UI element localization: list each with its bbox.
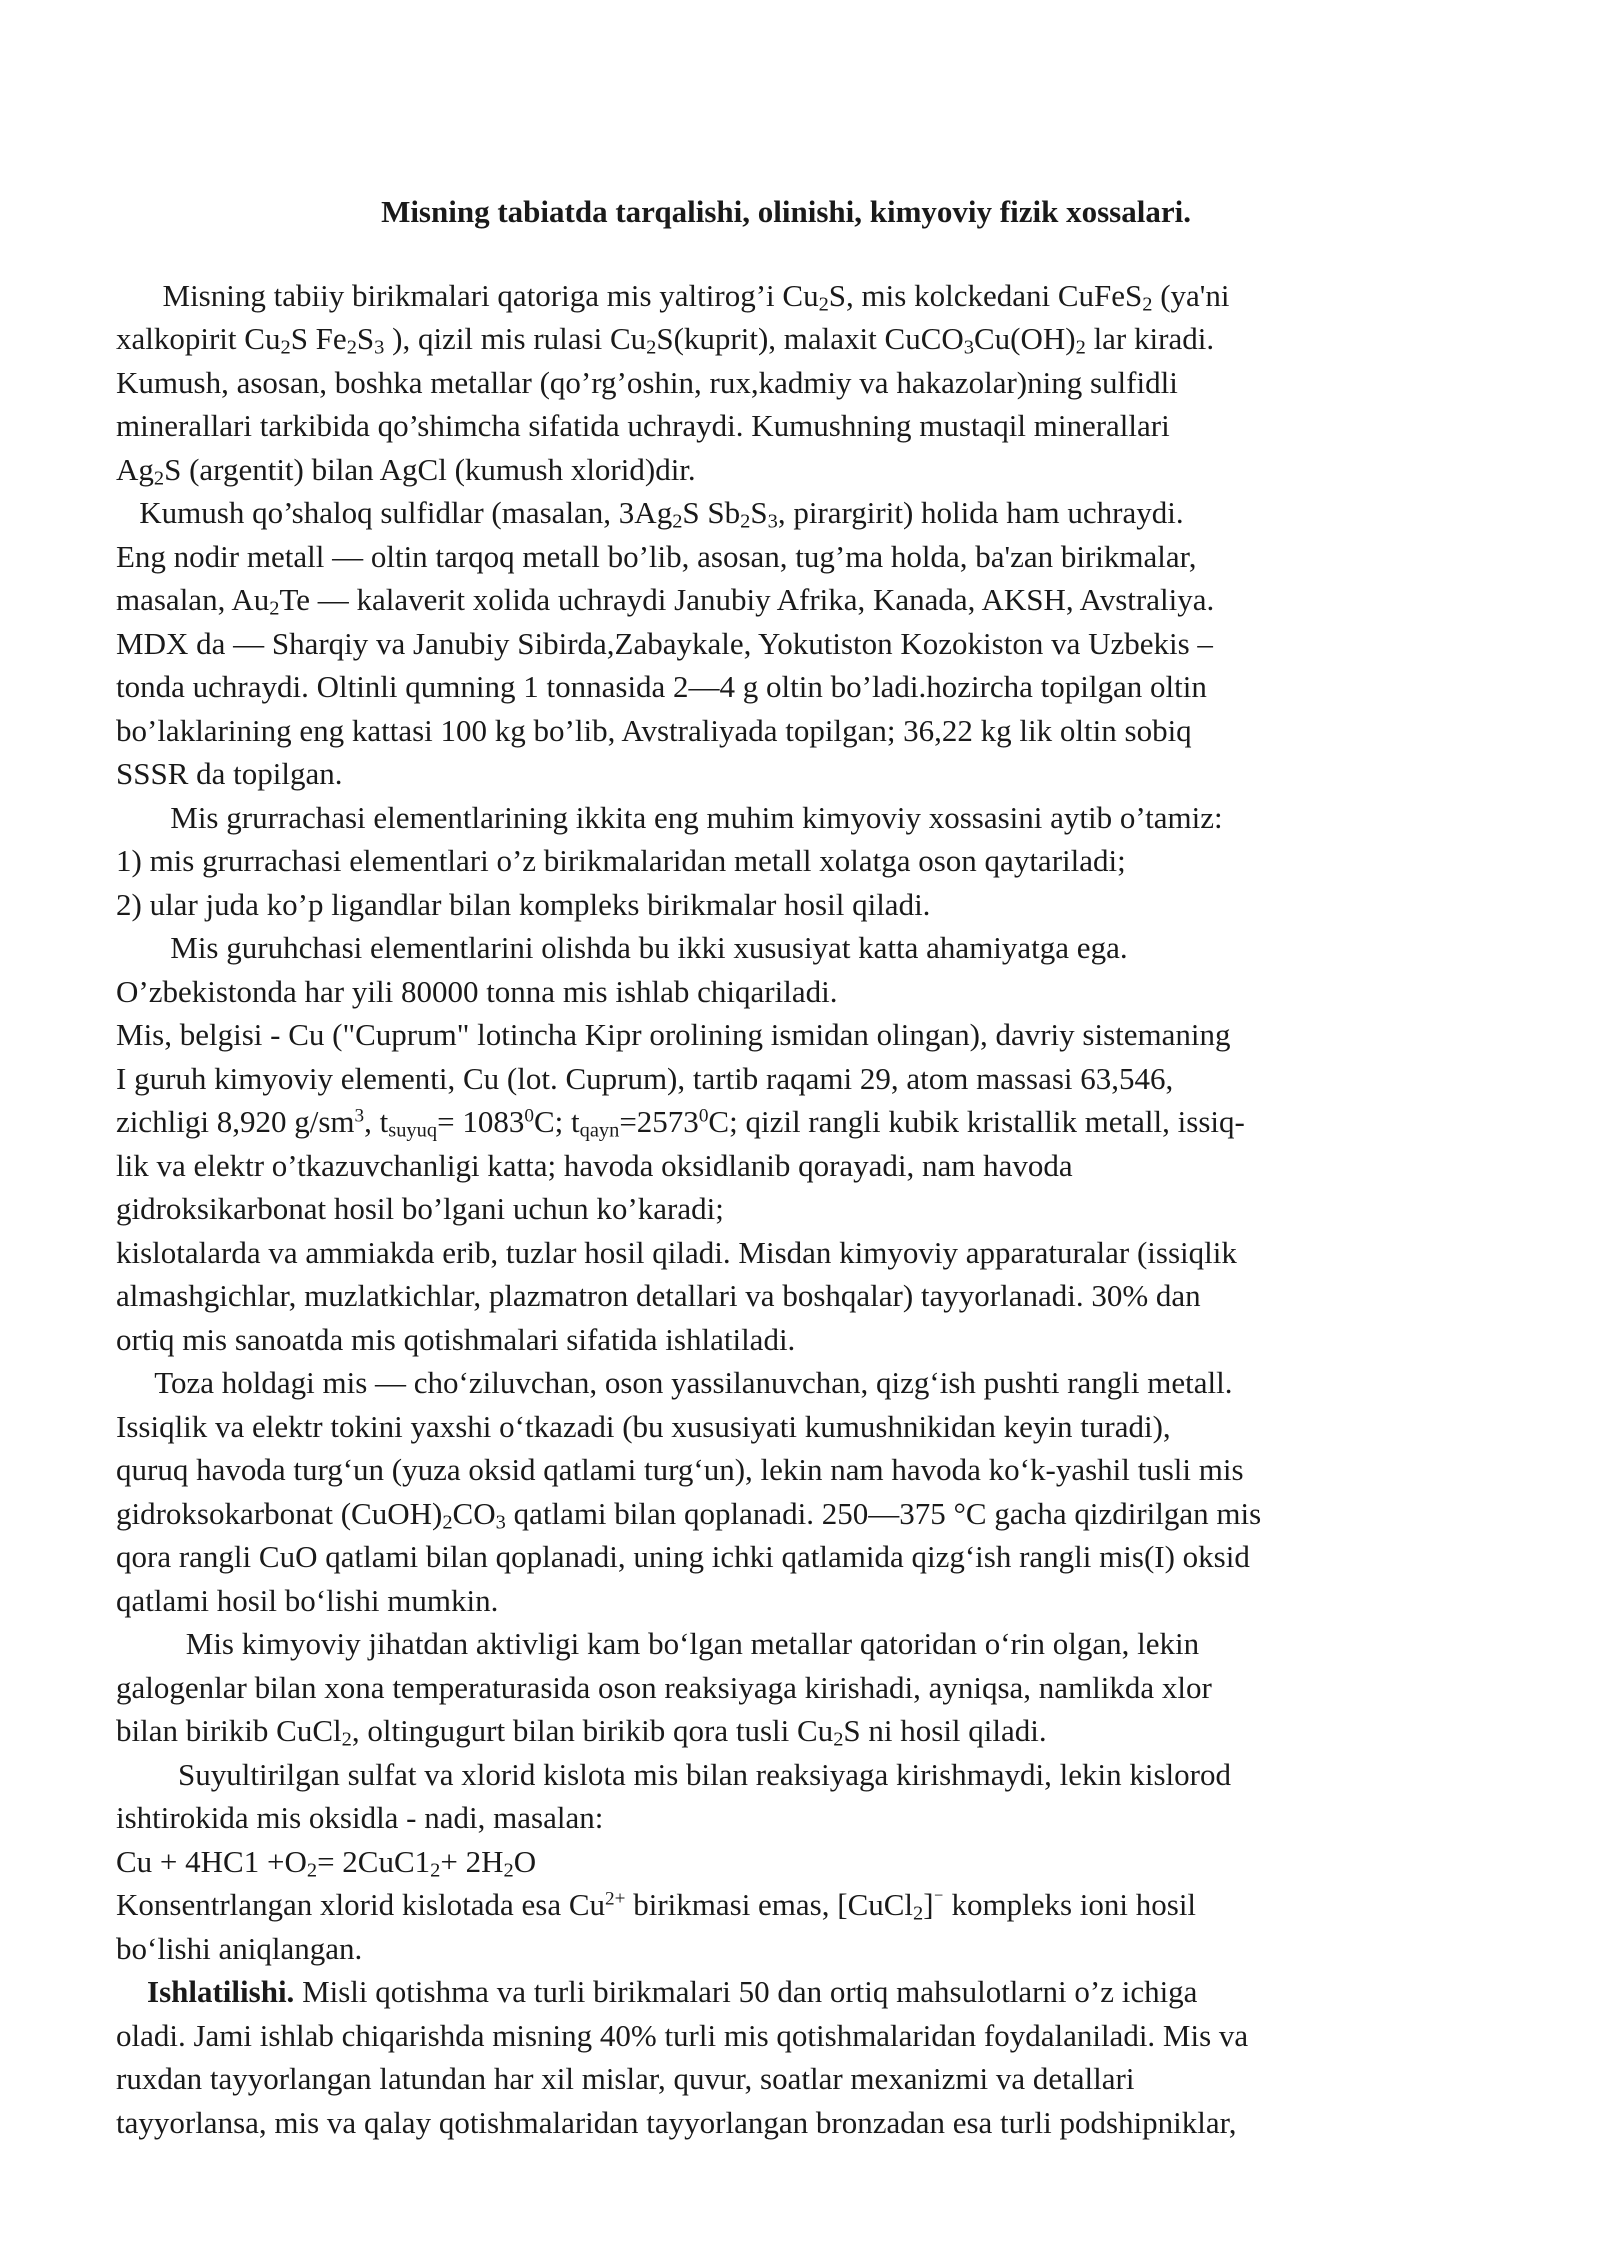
text-line: tayyorlansa, mis va qalay qotishmalaridan tayyorlangan bronzadan esa turli podshipniklar, [116, 2104, 1237, 2140]
text-line: Konsentrlangan xlorid kislotada esa $Cu^{2+}$ birikmasi emas, [CuCl$_2$]⁻ kompleks ioni hosil [116, 1887, 1197, 1925]
text-line: bo‘lishi aniqlangan. [116, 1930, 363, 1966]
text-line: gidroksokarbonat $(CuOH)_2CO_3$ qatlami bilan qoplanadi. 250—375 °C gacha qizdirilgan mis [116, 1495, 1262, 1533]
text-line: MDX da — Sharqiy va Janubiy Sibirda,Zabaykale, Yokutiston Kozokiston va Uzbekis – [116, 625, 1213, 661]
text-line: Misning tabiiy birikmalari qatoriga mis yaltirog’i $Cu_2S$, mis kolckedani CuFeS$_2$ (ya'ni [116, 277, 1230, 315]
text-line: $Ag_2S$ (argentit) bilan AgCl (kumush xlorid)dir. [116, 451, 696, 489]
text-line: minerallari tarkibida qo’shimcha sifatida uchraydi. Kumushning mustaqil minerallari [116, 408, 1170, 443]
text-line: Ishlatilishi. Misli qotishma va turli birikmalari 50 dan ortiq mahsulotlarni o’z ichiga [147, 1974, 1198, 2009]
text-line: oladi. Jami ishlab chiqarishda misning 40% turli mis qotishmalaridan foydalaniladi. Mis va [116, 2017, 1249, 2053]
text-line: ortiq mis sanoatda mis qotishmalari sifatida ishlatiladi. [116, 1321, 796, 1357]
text-line: I guruh kimyoviy elementi, Cu (lot. Cuprum), tartib raqami 29, atom massasi 63,546, [116, 1060, 1174, 1096]
document-body [116, 274, 1516, 2145]
text-line: 1) mis grurrachasi elementlari o’z birikmalaridan metall xolatga oson qaytariladi; [116, 843, 1126, 878]
text-line: galogenlar bilan xona temperaturasida oson reaksiyaga kirishadi, ayniqsa, namlikda xlor [116, 1669, 1212, 1705]
text-line: quruq havoda turg‘un (yuza oksid qatlami turg‘un), lekin nam havoda ko‘k-yashil tusli mis [116, 1452, 1244, 1487]
text-line: kislotalarda va ammiakda erib, tuzlar hosil qiladi. Misdan kimyoviy apparaturalar (issiqlik [116, 1234, 1237, 1270]
text-line: Toza holdagi mis — cho‘ziluvchan, oson yassilanuvchan, qizg‘ish pushti rangli metall. [116, 1365, 1233, 1400]
text-line: Kumush qo’shaloq sulfidlar (masalan, $3Ag_2S$ $Sb_2S_3$, pirargirit) holida ham uchraydi. [116, 495, 1184, 533]
text-line: qora rangli CuO qatlami bilan qoplanadi, uning ichki qatlamida qizg‘ish rangli mis(I) oksid [116, 1539, 1250, 1574]
text-line: 2) ular juda ko’p ligandlar bilan kompleks birikmalar hosil qiladi. [116, 886, 931, 922]
text-line: ishtirokida mis oksidla - nadi, masalan: [116, 1800, 604, 1835]
text-line: gidroksikarbonat hosil bo’lgani uchun ko’karadi; [116, 1191, 724, 1226]
text-line: Mis kimyoviy jihatdan aktivligi kam bo‘lgan metallar qatoridan o‘rin olgan, lekin [116, 1626, 1200, 1661]
text-line: Eng nodir metall — oltin tarqoq metall bo’lib, asosan, tug’ma holda, ba'zan birikmalar, [116, 538, 1197, 574]
text-line: xalkopirit $Cu_2S$ $Fe_2S_3$ ), qizil mis rulasi $Cu_2S(kuprit)$, malaxit $CuCO_3Cu(OH)_2$ lar kiradi. [116, 321, 1215, 359]
text-line: O’zbekistonda har yili 80000 tonna mis ishlab chiqariladi. [116, 973, 838, 1009]
text-line: $Cu + 4HC1 +O_2= 2CuC1_2+ 2H_2O$ [116, 1843, 537, 1881]
text-line: Suyultirilgan sulfat va xlorid kislota mis bilan reaksiyaga kirishmaydi, lekin kislorod [116, 1756, 1231, 1792]
text-line: Issiqlik va elektr tokini yaxshi o‘tkazadi (bu xususiyati kumushnikidan keyin turadi), [116, 1408, 1171, 1444]
text-line: almashgichlar, muzlatkichlar, plazmatron detallari va boshqalar) tayyorlanadi. 30% dan [116, 1278, 1201, 1313]
text-line: bilan birikib CuCl$_2$, oltingugurt bilan birikib qora tusli $Cu_2S$ ni hosil qiladi. [116, 1713, 1047, 1751]
text-line: bo’laklarining eng kattasi 100 kg bo’lib, Avstraliyada topilgan; 36,22 kg lik oltin sobiq [116, 712, 1192, 748]
text-line: qatlami hosil bo‘lishi mumkin. [116, 1582, 499, 1618]
text-line: SSSR da topilgan. [116, 756, 343, 791]
text-line: Mis guruhchasi elementlarini olishda bu ikki xususiyat katta ahamiyatga ega. [116, 930, 1128, 965]
text-line: ruxdan tayyorlangan latundan har xil mislar, quvur, soatlar mexanizmi va detallari [116, 2061, 1135, 2096]
text-line: masalan, $Au_2Te$ — kalaverit xolida uchraydi Janubiy Afrika, Kanada, AKSH, Avstraliya. [116, 582, 1215, 620]
text-line: Mis, belgisi - Cu ("Cuprum" lotincha Kipr orolining ismidan olingan), davriy sistemaning [116, 1017, 1231, 1052]
text-line: Mis grurrachasi elementlarining ikkita eng muhim kimyoviy xossasini aytib o’tamiz: [116, 799, 1223, 835]
document-page [116, 190, 1516, 2144]
text-line: tonda uchraydi. Oltinli qumning 1 tonnasida 2—4 g oltin bo’ladi.hozircha topilgan oltin [116, 669, 1207, 704]
text-line: zichligi 8,920 $g/sm^3$, $t_{suyuq}= 1083^0C$; $t_{qayn}=2573^0C$; qizil rangli kubik kristallik metall, issiq- [116, 1104, 1245, 1142]
text-line: lik va elektr o’tkazuvchanligi katta; havoda oksidlanib qorayadi, nam havoda [116, 1147, 1073, 1183]
text-line: Kumush, asosan, boshka metallar (qo’rg’oshin, rux,kadmiy va hakazolar)ning sulfidli [116, 364, 1178, 400]
document-title: Misning tabiatda tarqalishi, olinishi, kimyoviy fizik xossalari. [381, 194, 1191, 229]
